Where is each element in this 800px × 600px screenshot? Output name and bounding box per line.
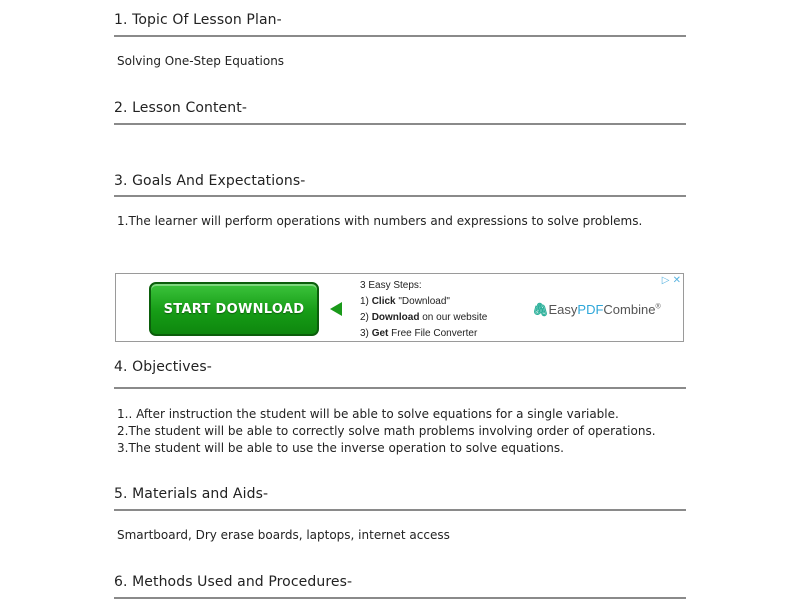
section-title-topic: 1. Topic Of Lesson Plan- xyxy=(114,12,282,28)
objective-item: 2.The student will be able to correctly solve math problems involving order of operations. xyxy=(117,424,656,438)
divider xyxy=(114,123,686,125)
step-number: 2) xyxy=(360,312,369,323)
objective-item: 1.. After instruction the student will be able to solve equations for a single variable. xyxy=(117,407,619,421)
step-number: 3) xyxy=(360,328,369,339)
step-bold: Download xyxy=(371,312,420,323)
logo-easy: Easy xyxy=(548,302,578,317)
section-title-goals: 3. Goals And Expectations- xyxy=(114,173,306,189)
section-title-materials: 5. Materials and Aids- xyxy=(114,486,269,502)
ad-controls xyxy=(662,275,681,286)
step-3 xyxy=(360,326,487,342)
section-title-objectives: 4. Objectives- xyxy=(114,359,212,375)
goal-item: 1.The learner will perform operations with numbers and expressions to solve problems. xyxy=(117,214,643,228)
ad-steps xyxy=(360,278,487,342)
divider xyxy=(114,195,686,197)
step-text: Free File Converter xyxy=(391,328,478,339)
divider xyxy=(114,597,686,599)
objective-item: 3.The student will be able to use the inverse operation to solve equations. xyxy=(117,441,564,455)
adchoices-icon[interactable]: ▷ xyxy=(661,275,670,286)
step-bold: Get xyxy=(371,328,389,339)
logo-trademark: ® xyxy=(655,303,661,311)
advertisement-banner[interactable] xyxy=(115,273,684,342)
easypdfcombine-logo[interactable] xyxy=(532,302,661,318)
section-title-methods: 6. Methods Used and Procedures- xyxy=(114,574,353,590)
divider xyxy=(114,387,686,389)
steps-heading: 3 Easy Steps: xyxy=(360,280,422,291)
section-title-lesson-content: 2. Lesson Content- xyxy=(114,100,247,116)
step-1 xyxy=(360,294,487,310)
topic-text: Solving One-Step Equations xyxy=(117,54,285,68)
logo-combine: Combine xyxy=(603,302,656,317)
arrow-left-icon xyxy=(330,302,342,316)
divider xyxy=(114,35,686,37)
step-text: "Download" xyxy=(398,296,450,307)
start-download-button[interactable]: START DOWNLOAD xyxy=(149,282,319,336)
paperclip-icon: 🖇 xyxy=(532,302,549,317)
step-number: 1) xyxy=(360,296,369,307)
divider xyxy=(114,509,686,511)
step-bold: Click xyxy=(371,296,396,307)
step-2 xyxy=(360,310,487,326)
materials-text: Smartboard, Dry erase boards, laptops, internet access xyxy=(117,528,450,542)
close-icon[interactable]: ✕ xyxy=(672,275,681,286)
step-text: on our website xyxy=(422,312,488,323)
logo-pdf: PDF xyxy=(577,302,604,317)
